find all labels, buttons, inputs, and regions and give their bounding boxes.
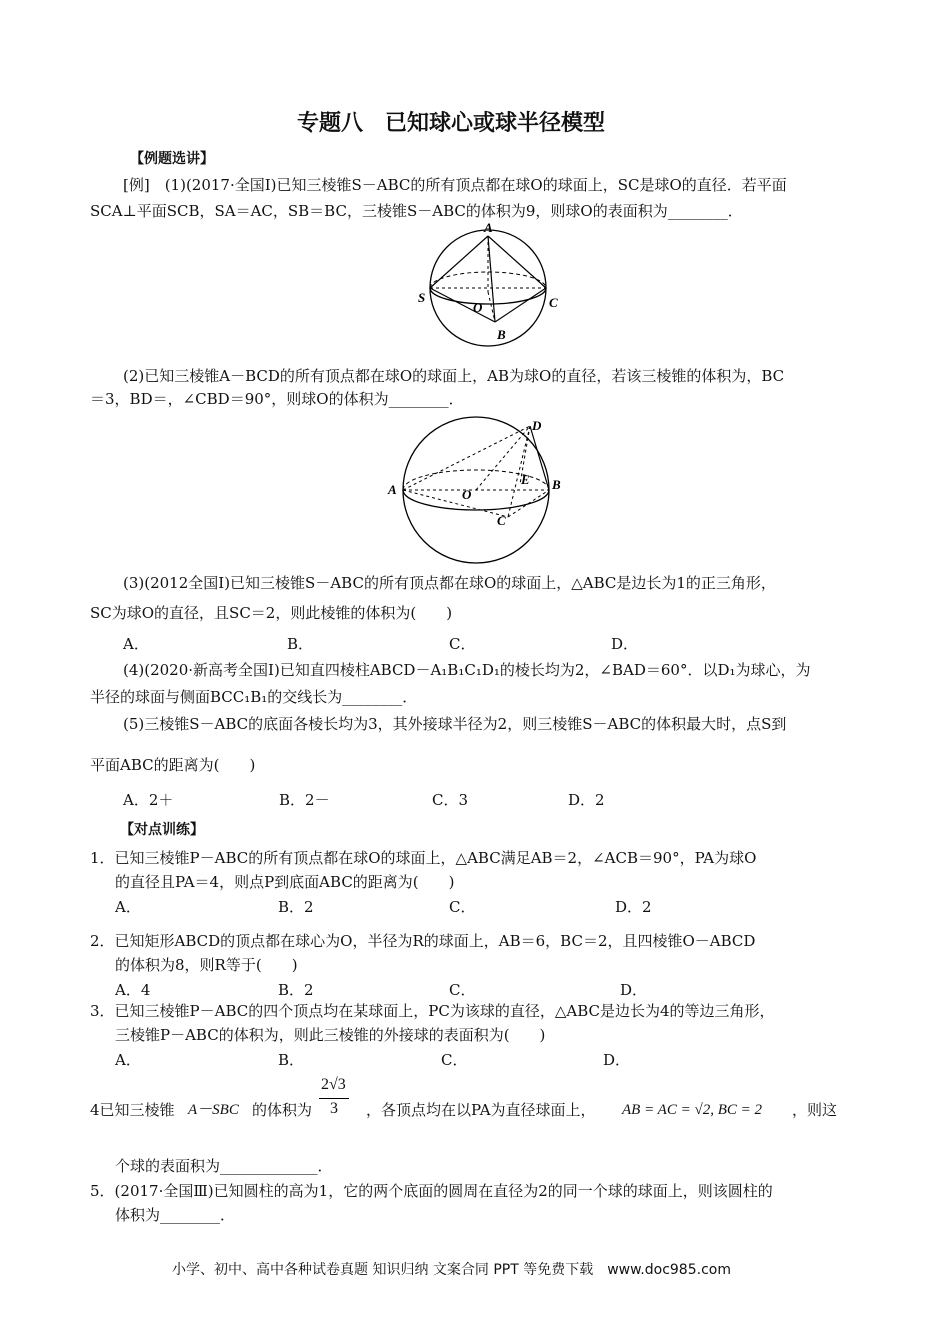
question-4-fraction-numerator: 2√3: [321, 1076, 346, 1093]
example-5-option-d: D．2: [568, 791, 605, 809]
sphere-figure-1: [415, 222, 565, 350]
fig2-label-c: C: [497, 513, 506, 528]
example-5-option-c: C．3: [432, 791, 469, 809]
question-3-option-d: D．: [603, 1051, 631, 1069]
example-2-line-1: (2)已知三棱锥A－BCD的所有顶点都在球O的球面上，AB为球O的直径，若该三棱锥的体积为，BC: [123, 367, 785, 385]
example-3-option-c: C．: [449, 635, 476, 653]
question-3-option-b: B．: [278, 1051, 305, 1069]
question-4-fraction-denominator: 3: [330, 1100, 338, 1117]
example-3-option-d: D．: [611, 635, 639, 653]
question-1-line-2: 的直径且PA＝4，则点P到底面ABC的距离为( ): [115, 873, 455, 891]
fig1-label-c: C: [549, 295, 558, 310]
question-1-option-d: D．2: [615, 898, 652, 916]
question-2-option-d: D．: [620, 981, 648, 999]
question-2-line-2: 的体积为8，则R等于( ): [115, 956, 298, 974]
question-4-mid-2: ，各顶点均在以PA为直径球面上，: [366, 1101, 596, 1119]
page-title: 专题八 已知球心或球半径模型: [297, 111, 606, 136]
fig1-label-o: O: [473, 300, 483, 315]
fig1-label-b: B: [497, 327, 506, 342]
fig2-label-o: O: [462, 487, 472, 502]
example-5-line-1: (5)三棱锥S－ABC的底面各棱长均为3，其外接球半径为2，则三棱锥S－ABC的体积最大时，点S到: [123, 715, 787, 733]
fig2-label-b: B: [552, 477, 561, 492]
fig2-label-e: E: [521, 472, 530, 487]
question-3-line-1: 3．已知三棱锥P－ABC的四个顶点均在某球面上，PC为该球的直径，△ABC是边长为4的等边三角形，: [90, 1002, 775, 1020]
question-4-prefix: 4已知三棱锥: [90, 1101, 175, 1119]
example-1-line-2: SCA⊥平面SCB，SA＝AC，SB＝BC，三棱锥S－ABC的体积为9，则球O的表面积为________．: [90, 202, 743, 220]
question-5-line-1: 5．(2017·全国Ⅲ)已知圆柱的高为1，它的两个底面的圆周在直径为2的同一个球的球面上，则该圆柱的: [90, 1182, 773, 1200]
question-3-option-a: A．: [115, 1051, 141, 1069]
question-1-option-b: B．2: [278, 898, 314, 916]
example-4-line-1: (4)(2020·新高考全国Ⅰ)已知直四棱柱ABCD－A₁B₁C₁D₁的棱长均为2，∠BAD＝60°．以D₁为球心，为: [123, 661, 811, 679]
example-3-line-1: (3)(2012全国Ⅰ)已知三棱锥S－ABC的所有顶点都在球O的球面上，△ABC是边长为1的正三角形，: [123, 574, 776, 592]
example-3-line-2: SC为球O的直径，且SC＝2，则此棱锥的体积为( ): [90, 604, 453, 622]
question-3-option-c: C．: [441, 1051, 468, 1069]
question-3-line-2: 三棱锥P－ABC的体积为，则此三棱锥的外接球的表面积为( ): [115, 1026, 546, 1044]
question-1-option-c: C．: [449, 898, 476, 916]
fig2-label-a: A: [388, 482, 397, 497]
example-5-option-a: A．2＋: [123, 791, 174, 809]
example-1-line-1: [例] (1)(2017·全国Ⅰ)已知三棱锥S－ABC的所有顶点都在球O的球面上，SC是球O的直径．若平面: [123, 176, 787, 194]
question-4-expr-1: A－SBC: [188, 1102, 239, 1118]
question-2-option-c: C．: [449, 981, 476, 999]
example-5-line-2: 平面ABC的距离为( ): [90, 756, 256, 774]
example-3-option-a: A．: [123, 635, 149, 653]
question-4-fraction-bar: [319, 1098, 349, 1099]
question-2-line-1: 2．已知矩形ABCD的顶点都在球心为O，半径为R的球面上，AB＝6，BC＝2，且四棱锥O－ABCD: [90, 932, 756, 950]
fig1-label-a: A: [484, 222, 493, 235]
question-1-option-a: A．: [115, 898, 141, 916]
question-4-suffix: ，则这: [792, 1101, 838, 1119]
section-practice-heading: 【对点训练】: [120, 822, 204, 838]
question-1-line-1: 1．已知三棱锥P－ABC的所有顶点都在球O的球面上，△ABC满足AB＝2，∠ACB＝90°，PA为球O: [90, 849, 757, 867]
example-4-line-2: 半径的球面与侧面BCC₁B₁的交线长为________．: [90, 688, 418, 706]
example-5-option-b: B．2－: [279, 791, 330, 809]
fig1-label-s: S: [418, 290, 426, 305]
question-4-line-2: 个球的表面积为_____________．: [115, 1157, 333, 1175]
fig2-label-d: D: [532, 418, 542, 433]
example-2-line-2: ＝3，BD＝，∠CBD＝90°，则球O的体积为________．: [90, 390, 464, 408]
sphere-figure-2: [380, 412, 570, 567]
example-3-option-b: B．: [287, 635, 314, 653]
question-5-line-2: 体积为________．: [115, 1206, 236, 1224]
question-2-option-a: A．4: [115, 981, 151, 999]
question-4-expr-2: AB = AC = √2, BC = 2: [622, 1102, 762, 1118]
page-footer: 小学、初中、高中各种试卷真题 知识归纳 文案合同 PPT 等免费下载 www.doc985.com: [172, 1262, 731, 1278]
question-2-option-b: B．2: [278, 981, 314, 999]
question-4-mid: 的体积为: [252, 1101, 313, 1119]
section-examples-heading: 【例题选讲】: [130, 151, 214, 167]
